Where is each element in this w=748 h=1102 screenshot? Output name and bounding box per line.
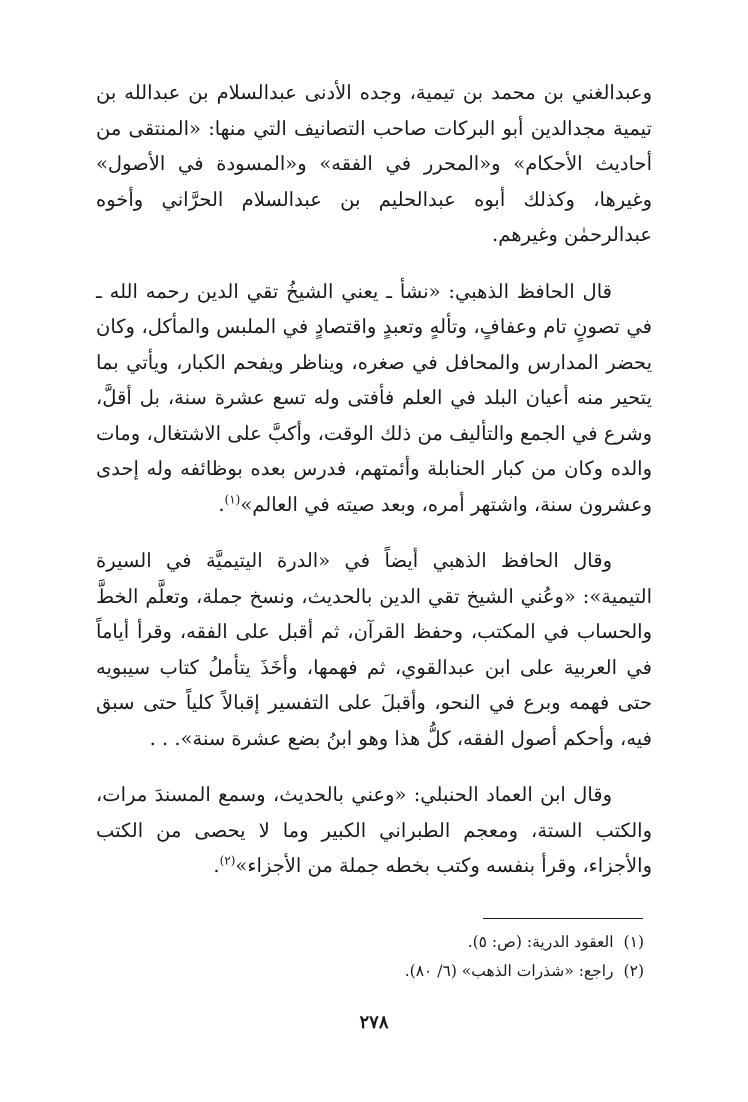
paragraph-end: . [218, 492, 225, 516]
paragraph-end: . [213, 854, 220, 877]
main-text [96, 75, 652, 905]
paragraph-ibn-imad-quote [96, 777, 652, 884]
footnote-reference: (١) [224, 492, 241, 506]
footnote-number: (١) [623, 933, 644, 951]
footnotes [96, 928, 644, 986]
paragraph-durra-quote [96, 543, 652, 756]
footnote-number: (٢) [623, 962, 644, 980]
paragraph-text: قال الحافظ الذهبي: «نشأ ـ يعني الشيخُ تقي الدين رحمه الله ـ في تصونٍ تام وعفافٍ، وتألهٍ وتعبدٍ واقتصادٍ في الملبس والمأكل، وكان يحضر المدارس والمحافل في صغره، ويناظر ويفحم الكبار، ويأتي بما يتحير منه أعيان البلد في العلم فأفتى وله تسع عشرة سنة، بل أقلَّ، وشرع في الجمع والتأليف من ذلك الوقت، وأكبَّ على الاشتغال، ومات والده وكان من كبار الحنابلة وأئمتهم، فدرس بعده بوظائفه وله إحدى وعشرون سنة، واشتهر أمره، وبعد صيته في العالم» [96, 279, 652, 516]
paragraph-text: وقال الحافظ الذهبي أيضاً في «الدرة اليتيميَّة في السيرة التيمية»: «وعُني الشيخ تقي الدين بالحديث، ونسخ جملة، وتعلَّم الخطَّ والحساب في المكتب، وحفظ القرآن، ثم أقبل على الفقه، وقرأ أياماً في العربية على ابن عبدالقوي، ثم فهمها، وأخَذَ يتأملُ كتاب سيبويه حتى فهمه وبرع في النحو، وأقبلَ على التفسير إقبالاً كلياً حتى سبق فيه، وأحكم أصول الفقه، كلُّ هذا وهو ابنُ بضع عشرة سنة». . . [96, 549, 652, 750]
paragraph-text: وعبدالغني بن محمد بن تيمية، وجده الأدنى عبدالسلام بن عبدالله بن تيمية مجدالدين أبو البركات صاحب التصانيف التي منها: «المنتقى من أحاديث الأحكام» و«المحرر في الفقه» و«المسودة في الأصول» وغيرها، وكذلك أبوه عبدالحليم بن عبدالسلام الحرَّاني وأخوه عبدالرحمٰن وغيرهم. [96, 81, 652, 246]
footnote-separator [483, 918, 643, 919]
page-number: ٢٧٨ [359, 1012, 389, 1033]
footnote-item [96, 928, 644, 957]
paragraph-lineage [96, 75, 652, 253]
footnote-text: العقود الدرية: (ص: ٥). [467, 933, 614, 951]
footnote-reference: (٢) [219, 853, 236, 868]
footnote-text: راجع: «شذرات الذهب» (٦/ ٨٠). [404, 962, 614, 980]
paragraph-text: وقال ابن العماد الحنبلي: «وعني بالحديث، وسمع المسندَ مرات، والكتب الستة، ومعجم الطبراني الكبير وما لا يحصى من الكتب والأجزاء، وقرأ بنفسه وكتب بخطه جملة من الأجزاء» [96, 783, 652, 877]
paragraph-dhahabi-quote [96, 274, 652, 523]
footnote-item [96, 957, 644, 986]
